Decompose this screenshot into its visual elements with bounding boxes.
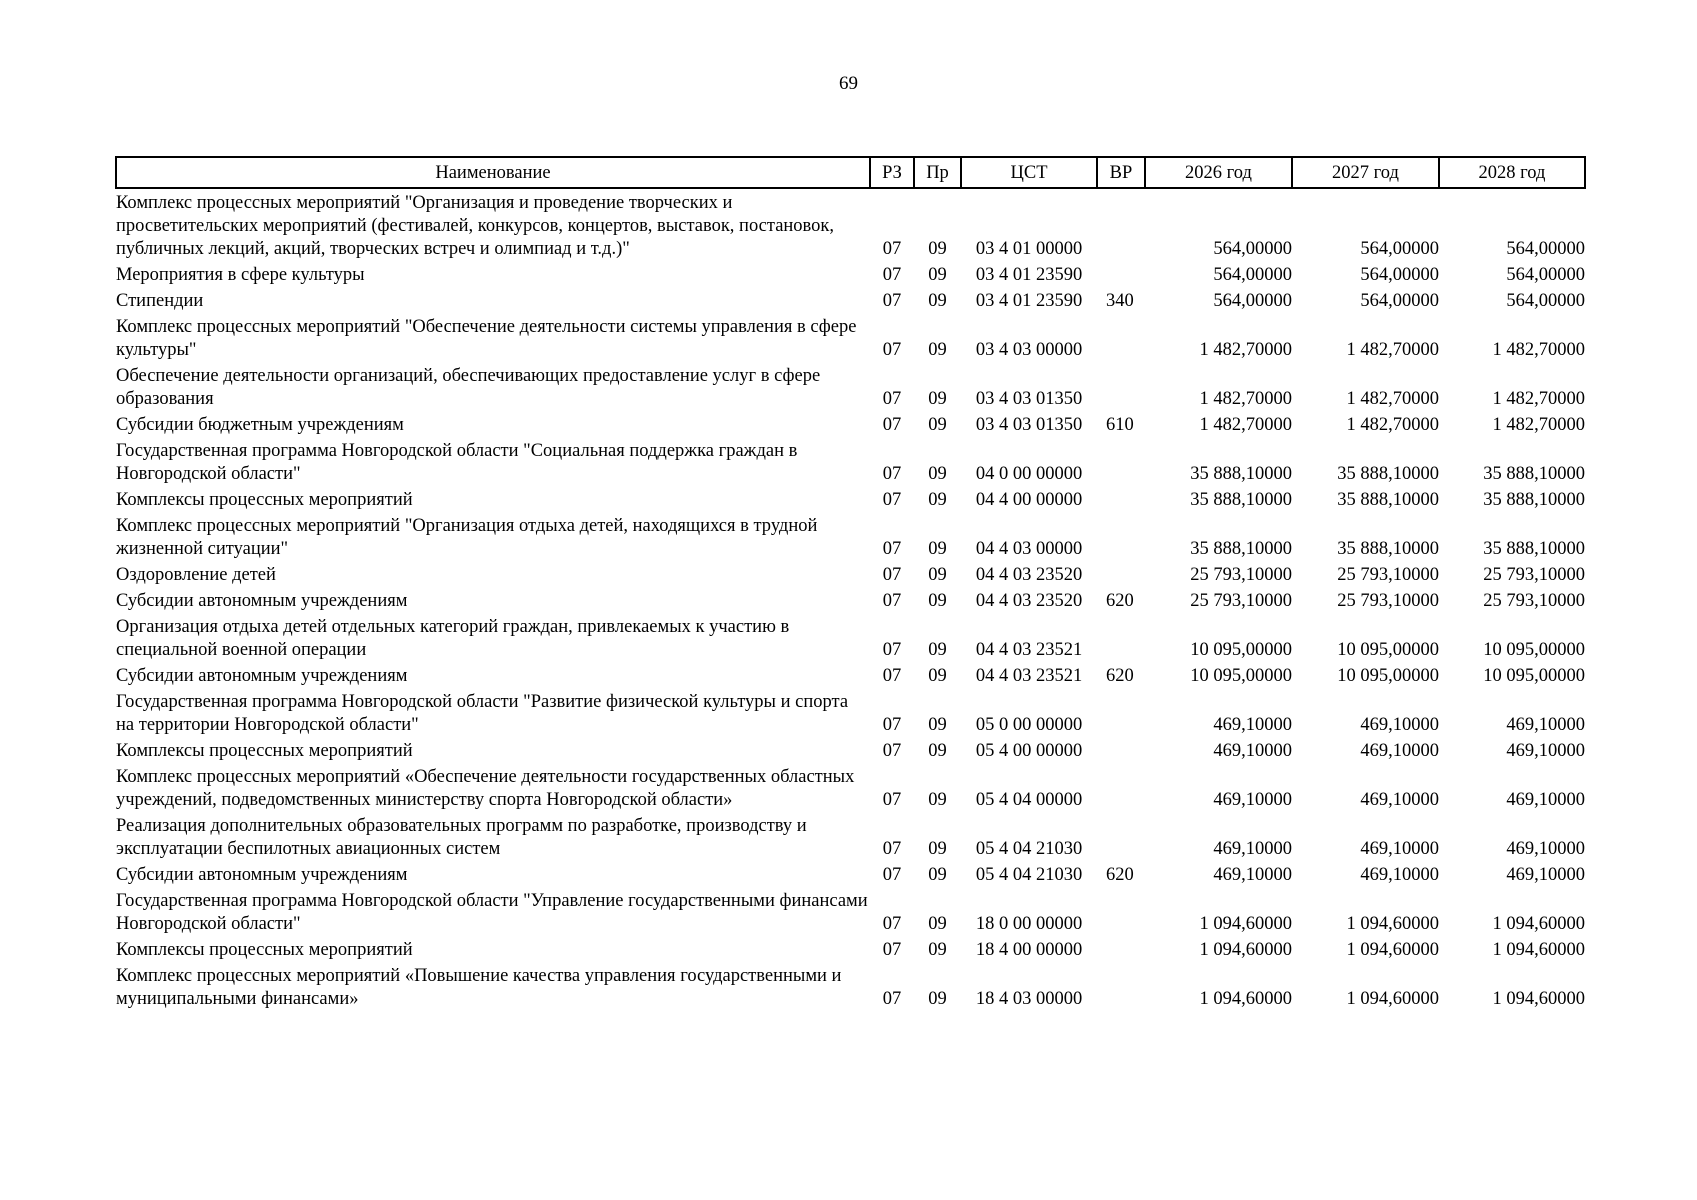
row-name: Комплекс процессных мероприятий "Организация отдыха детей, находящихся в трудной жизненной ситуации" bbox=[116, 516, 818, 559]
row-name: Обеспечение деятельности организаций, обеспечивающих предоставление услуг в сфере образования bbox=[116, 366, 821, 409]
row-value-2028: 564,00000 bbox=[1506, 239, 1585, 259]
row-name: Стипендии bbox=[116, 291, 204, 311]
row-pr: 09 bbox=[928, 839, 947, 859]
row-rz: 07 bbox=[882, 940, 902, 960]
table-row bbox=[116, 188, 1585, 264]
row-cst: 04 4 03 23520 bbox=[975, 565, 1083, 585]
row-value-2027: 564,00000 bbox=[1360, 239, 1439, 259]
row-pr: 09 bbox=[928, 741, 947, 761]
row-cst: 05 0 00 00000 bbox=[975, 715, 1083, 735]
row-value-2027: 1 482,70000 bbox=[1346, 389, 1439, 409]
row-value-2026: 1 094,60000 bbox=[1199, 914, 1292, 934]
row-rz: 07 bbox=[882, 741, 902, 761]
row-value-2028: 469,10000 bbox=[1506, 741, 1585, 761]
row-value-2028: 35 888,10000 bbox=[1483, 539, 1585, 559]
row-rz: 07 bbox=[882, 490, 902, 510]
table-row bbox=[116, 489, 1585, 515]
row-cst: 05 4 04 21030 bbox=[975, 865, 1083, 885]
row-pr: 09 bbox=[928, 340, 947, 360]
row-cst: 18 4 00 00000 bbox=[975, 940, 1083, 960]
row-cst: 05 4 00 00000 bbox=[975, 741, 1083, 761]
row-pr: 09 bbox=[928, 591, 947, 611]
row-vr bbox=[1097, 815, 1145, 864]
row-vr bbox=[1097, 440, 1145, 489]
row-value-2027: 25 793,10000 bbox=[1337, 591, 1439, 611]
row-value-2028: 1 094,60000 bbox=[1492, 989, 1585, 1009]
row-value-2028: 564,00000 bbox=[1506, 265, 1585, 285]
row-rz: 07 bbox=[882, 989, 902, 1009]
table-row bbox=[116, 564, 1585, 590]
row-value-2027: 35 888,10000 bbox=[1337, 539, 1439, 559]
row-vr bbox=[1097, 616, 1145, 665]
row-pr: 09 bbox=[928, 666, 947, 686]
row-value-2027: 25 793,10000 bbox=[1337, 565, 1439, 585]
row-value-2026: 564,00000 bbox=[1213, 239, 1292, 259]
row-name: Субсидии автономным учреждениям bbox=[116, 666, 408, 686]
row-cst: 03 4 03 01350 bbox=[975, 389, 1083, 409]
row-pr: 09 bbox=[928, 715, 947, 735]
row-value-2028: 1 482,70000 bbox=[1492, 389, 1585, 409]
row-value-2027: 35 888,10000 bbox=[1337, 490, 1439, 510]
row-name: Субсидии автономным учреждениям bbox=[116, 865, 408, 885]
row-vr: 620 bbox=[1106, 591, 1134, 611]
table-row bbox=[116, 665, 1585, 691]
row-value-2028: 10 095,00000 bbox=[1483, 640, 1585, 660]
row-rz: 07 bbox=[882, 340, 902, 360]
row-name: Организация отдыха детей отдельных категорий граждан, привлекаемых к участию в специальной военной операции bbox=[116, 617, 790, 660]
row-value-2027: 1 094,60000 bbox=[1346, 989, 1439, 1009]
row-value-2028: 469,10000 bbox=[1506, 839, 1585, 859]
table-row bbox=[116, 414, 1585, 440]
row-value-2027: 10 095,00000 bbox=[1337, 640, 1439, 660]
row-value-2026: 1 482,70000 bbox=[1199, 340, 1292, 360]
row-vr bbox=[1097, 691, 1145, 740]
row-name: Мероприятия в сфере культуры bbox=[116, 265, 365, 285]
row-name: Комплексы процессных мероприятий bbox=[116, 940, 413, 960]
row-pr: 09 bbox=[928, 291, 947, 311]
row-value-2028: 35 888,10000 bbox=[1483, 464, 1585, 484]
row-value-2026: 1 482,70000 bbox=[1199, 415, 1292, 435]
row-vr: 610 bbox=[1106, 415, 1134, 435]
row-value-2027: 469,10000 bbox=[1360, 715, 1439, 735]
row-value-2026: 1 094,60000 bbox=[1199, 989, 1292, 1009]
row-value-2027: 1 482,70000 bbox=[1346, 415, 1439, 435]
table-row bbox=[116, 590, 1585, 616]
row-cst: 18 0 00 00000 bbox=[975, 914, 1083, 934]
row-rz: 07 bbox=[882, 839, 902, 859]
row-pr: 09 bbox=[928, 490, 947, 510]
row-value-2028: 469,10000 bbox=[1506, 865, 1585, 885]
row-value-2028: 1 482,70000 bbox=[1492, 340, 1585, 360]
row-vr: 620 bbox=[1106, 666, 1134, 686]
header-vr: ВР bbox=[1097, 157, 1145, 188]
row-rz: 07 bbox=[882, 389, 902, 409]
row-name: Комплекс процессных мероприятий "Обеспечение деятельности системы управления в сфере культуры" bbox=[116, 317, 857, 360]
row-value-2026: 35 888,10000 bbox=[1190, 490, 1292, 510]
row-cst: 03 4 01 23590 bbox=[975, 291, 1083, 311]
row-cst: 03 4 03 00000 bbox=[975, 340, 1083, 360]
row-value-2028: 35 888,10000 bbox=[1483, 490, 1585, 510]
row-value-2027: 564,00000 bbox=[1360, 265, 1439, 285]
row-value-2026: 469,10000 bbox=[1213, 865, 1292, 885]
table-row bbox=[116, 815, 1585, 864]
table-row bbox=[116, 290, 1585, 316]
row-cst: 04 4 03 23521 bbox=[975, 666, 1083, 686]
row-name: Оздоровление детей bbox=[116, 565, 276, 585]
row-vr bbox=[1097, 564, 1145, 590]
row-rz: 07 bbox=[882, 539, 902, 559]
row-value-2026: 35 888,10000 bbox=[1190, 539, 1292, 559]
row-value-2028: 1 094,60000 bbox=[1492, 940, 1585, 960]
row-value-2027: 469,10000 bbox=[1360, 741, 1439, 761]
header-2027: 2027 год bbox=[1292, 157, 1439, 188]
header-pr: Пр bbox=[914, 157, 961, 188]
row-vr: 620 bbox=[1106, 865, 1134, 885]
row-value-2027: 1 482,70000 bbox=[1346, 340, 1439, 360]
row-value-2027: 469,10000 bbox=[1360, 790, 1439, 810]
row-value-2026: 469,10000 bbox=[1213, 839, 1292, 859]
row-value-2028: 1 094,60000 bbox=[1492, 914, 1585, 934]
row-rz: 07 bbox=[882, 464, 902, 484]
row-pr: 09 bbox=[928, 790, 947, 810]
row-value-2028: 25 793,10000 bbox=[1483, 565, 1585, 585]
row-name: Комплекс процессных мероприятий "Организация и проведение творческих и просветительских мероприятий (фестивалей, конкурсов, концертов, выставок, постановок, публичных лекций, акций, творческих встреч и олимпиад и т.д.)" bbox=[116, 193, 835, 259]
table-row bbox=[116, 965, 1585, 1014]
row-value-2027: 35 888,10000 bbox=[1337, 464, 1439, 484]
row-cst: 03 4 01 00000 bbox=[975, 239, 1083, 259]
row-name: Реализация дополнительных образовательных программ по разработке, производству и эксплуатации беспилотных авиационных систем bbox=[116, 816, 807, 859]
row-value-2028: 469,10000 bbox=[1506, 790, 1585, 810]
header-2026: 2026 год bbox=[1145, 157, 1292, 188]
row-rz: 07 bbox=[882, 291, 902, 311]
row-pr: 09 bbox=[928, 415, 947, 435]
row-value-2027: 10 095,00000 bbox=[1337, 666, 1439, 686]
row-pr: 09 bbox=[928, 989, 947, 1009]
row-vr bbox=[1097, 890, 1145, 939]
row-value-2026: 10 095,00000 bbox=[1190, 640, 1292, 660]
table-row bbox=[116, 740, 1585, 766]
row-value-2026: 564,00000 bbox=[1213, 265, 1292, 285]
row-vr: 340 bbox=[1106, 291, 1134, 311]
row-name: Комплекс процессных мероприятий «Повышение качества управления государственными и муниципальными финансами» bbox=[116, 966, 842, 1009]
row-cst: 18 4 03 00000 bbox=[975, 989, 1083, 1009]
row-vr bbox=[1097, 489, 1145, 515]
row-vr bbox=[1097, 965, 1145, 1014]
row-name: Комплекс процессных мероприятий «Обеспечение деятельности государственных областных учреждений, подведомственных министерству спорта Новгородской области» bbox=[116, 767, 855, 810]
row-value-2027: 564,00000 bbox=[1360, 291, 1439, 311]
row-value-2026: 10 095,00000 bbox=[1190, 666, 1292, 686]
row-rz: 07 bbox=[882, 265, 902, 285]
row-vr bbox=[1097, 264, 1145, 290]
row-value-2026: 469,10000 bbox=[1213, 715, 1292, 735]
table-row bbox=[116, 864, 1585, 890]
table-row bbox=[116, 691, 1585, 740]
row-name: Государственная программа Новгородской области "Социальная поддержка граждан в Новгородской области" bbox=[116, 441, 798, 484]
row-pr: 09 bbox=[928, 464, 947, 484]
table-row bbox=[116, 890, 1585, 939]
row-value-2028: 1 482,70000 bbox=[1492, 415, 1585, 435]
row-cst: 03 4 01 23590 bbox=[975, 265, 1083, 285]
page-number: 69 bbox=[839, 73, 858, 94]
row-value-2027: 469,10000 bbox=[1360, 865, 1439, 885]
row-value-2026: 469,10000 bbox=[1213, 741, 1292, 761]
table-header-row bbox=[116, 157, 1585, 188]
row-rz: 07 bbox=[882, 415, 902, 435]
header-name: Наименование bbox=[116, 157, 870, 188]
row-cst: 04 0 00 00000 bbox=[975, 464, 1083, 484]
table-row bbox=[116, 766, 1585, 815]
table-body bbox=[116, 188, 1585, 1014]
row-vr bbox=[1097, 939, 1145, 965]
table-row bbox=[116, 316, 1585, 365]
row-value-2027: 1 094,60000 bbox=[1346, 940, 1439, 960]
row-cst: 04 4 03 00000 bbox=[975, 539, 1083, 559]
row-vr bbox=[1097, 188, 1145, 264]
row-cst: 04 4 00 00000 bbox=[975, 490, 1083, 510]
row-value-2028: 10 095,00000 bbox=[1483, 666, 1585, 686]
row-rz: 07 bbox=[882, 865, 902, 885]
row-value-2028: 564,00000 bbox=[1506, 291, 1585, 311]
row-vr bbox=[1097, 316, 1145, 365]
table-row bbox=[116, 616, 1585, 665]
row-value-2026: 1 482,70000 bbox=[1199, 389, 1292, 409]
row-name: Комплексы процессных мероприятий bbox=[116, 490, 413, 510]
row-name: Комплексы процессных мероприятий bbox=[116, 741, 413, 761]
row-rz: 07 bbox=[882, 565, 902, 585]
row-value-2026: 25 793,10000 bbox=[1190, 565, 1292, 585]
header-rz: РЗ bbox=[870, 157, 914, 188]
row-pr: 09 bbox=[928, 389, 947, 409]
row-value-2028: 469,10000 bbox=[1506, 715, 1585, 735]
row-rz: 07 bbox=[882, 914, 902, 934]
row-vr bbox=[1097, 365, 1145, 414]
row-pr: 09 bbox=[928, 239, 947, 259]
header-cst: ЦСТ bbox=[961, 157, 1097, 188]
row-rz: 07 bbox=[882, 640, 902, 660]
row-value-2026: 469,10000 bbox=[1213, 790, 1292, 810]
row-value-2027: 469,10000 bbox=[1360, 839, 1439, 859]
row-rz: 07 bbox=[882, 790, 902, 810]
row-name: Государственная программа Новгородской области "Развитие физической культуры и спорта на территории Новгородской области" bbox=[116, 692, 849, 735]
row-pr: 09 bbox=[928, 539, 947, 559]
row-cst: 05 4 04 21030 bbox=[975, 839, 1083, 859]
row-cst: 04 4 03 23521 bbox=[975, 640, 1083, 660]
row-cst: 05 4 04 00000 bbox=[975, 790, 1083, 810]
table-row bbox=[116, 365, 1585, 414]
row-value-2026: 25 793,10000 bbox=[1190, 591, 1292, 611]
row-pr: 09 bbox=[928, 940, 947, 960]
table-row bbox=[116, 939, 1585, 965]
row-rz: 07 bbox=[882, 715, 902, 735]
row-pr: 09 bbox=[928, 914, 947, 934]
budget-table bbox=[115, 156, 1586, 1014]
header-2028: 2028 год bbox=[1439, 157, 1585, 188]
row-cst: 04 4 03 23520 bbox=[975, 591, 1083, 611]
row-name: Субсидии автономным учреждениям bbox=[116, 591, 408, 611]
table-row bbox=[116, 440, 1585, 489]
table-row bbox=[116, 515, 1585, 564]
row-rz: 07 bbox=[882, 591, 902, 611]
row-value-2028: 25 793,10000 bbox=[1483, 591, 1585, 611]
row-name: Субсидии бюджетным учреждениям bbox=[116, 415, 404, 435]
row-value-2026: 564,00000 bbox=[1213, 291, 1292, 311]
row-pr: 09 bbox=[928, 265, 947, 285]
row-pr: 09 bbox=[928, 565, 947, 585]
row-pr: 09 bbox=[928, 865, 947, 885]
row-name: Государственная программа Новгородской области "Управление государственными финансами Новгородской области" bbox=[116, 891, 868, 934]
table-row bbox=[116, 264, 1585, 290]
row-rz: 07 bbox=[882, 239, 902, 259]
row-value-2027: 1 094,60000 bbox=[1346, 914, 1439, 934]
row-value-2026: 1 094,60000 bbox=[1199, 940, 1292, 960]
row-vr bbox=[1097, 766, 1145, 815]
row-vr bbox=[1097, 515, 1145, 564]
row-value-2026: 35 888,10000 bbox=[1190, 464, 1292, 484]
row-vr bbox=[1097, 740, 1145, 766]
row-cst: 03 4 03 01350 bbox=[975, 415, 1083, 435]
row-rz: 07 bbox=[882, 666, 902, 686]
row-pr: 09 bbox=[928, 640, 947, 660]
